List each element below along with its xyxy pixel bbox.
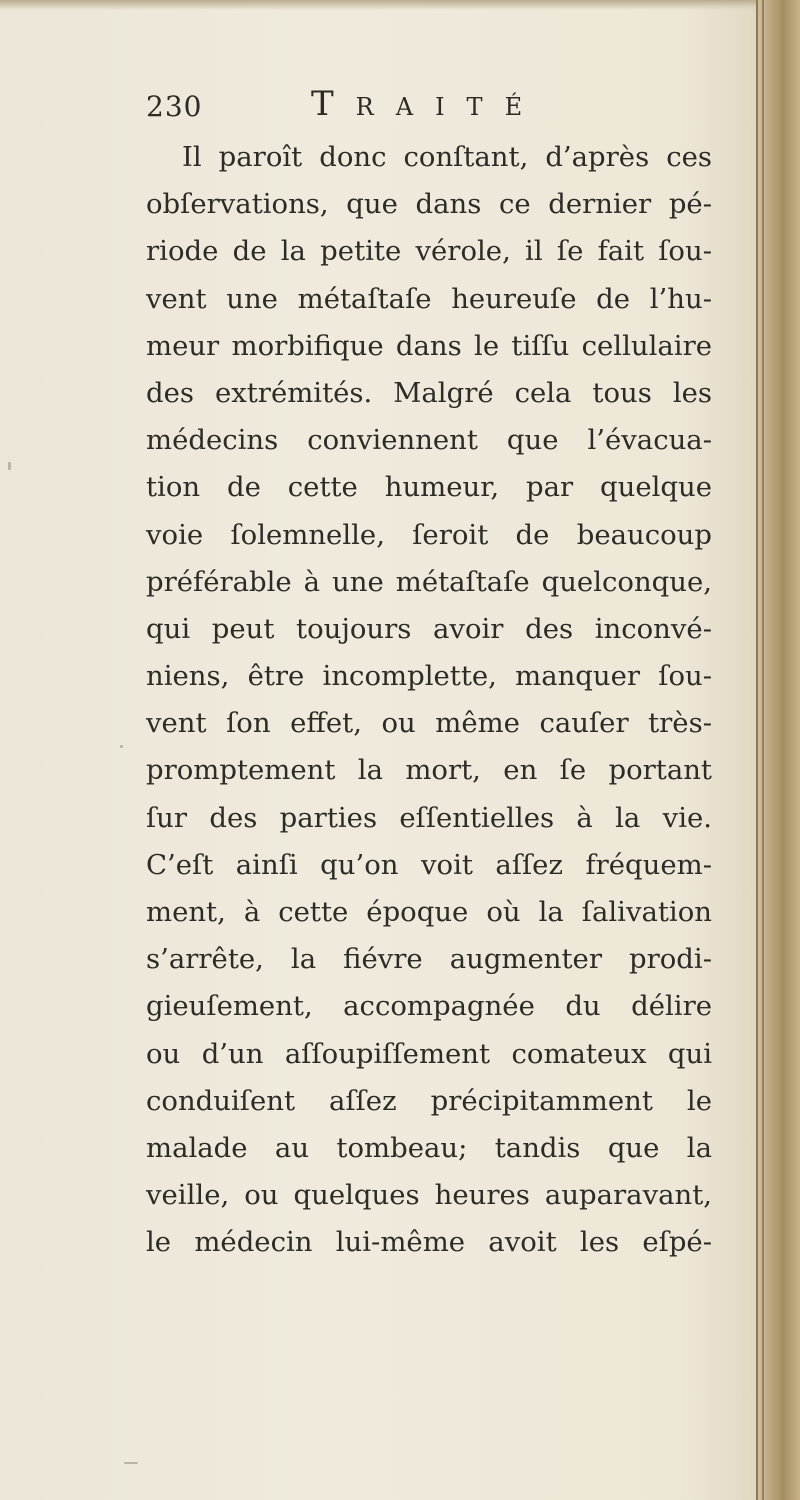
text-line: ment, à cette époque où la ſalivation	[146, 896, 712, 928]
body-text	[146, 134, 712, 1267]
paper-speck	[120, 745, 123, 748]
text-line: niens, être incomplette, manquer ſou-	[146, 660, 712, 693]
paper-speck	[8, 462, 11, 470]
text-line: malade au tombeau; tandis que la	[146, 1131, 712, 1164]
text-line: C’eſt ainſi qu’on voit aſſez fréquem-	[146, 848, 712, 881]
text-line: conduiſent aſſez précipitamment le	[146, 1084, 712, 1117]
text-line: tion de cette humeur, par quelque	[146, 471, 712, 504]
text-line: voie ſolemnelle, ſeroit de beaucoup	[146, 518, 712, 551]
text-line: gieuſement, accompagnée du délire	[146, 990, 712, 1023]
text-line: riode de la petite vérole, il ſe fait ſou-	[146, 235, 712, 268]
page-top-edge	[0, 0, 760, 10]
page-number: 230	[146, 90, 203, 123]
text-line: vent ſon effet, ou même cauſer très-	[146, 707, 712, 740]
page-header	[146, 84, 566, 128]
text-line: promptement la mort, en ſe portant	[146, 754, 712, 787]
text-line: le médecin lui-même avoit les eſpé-	[146, 1226, 712, 1259]
text-line: qui peut toujours avoir des inconvé-	[146, 612, 712, 645]
text-line: meur morbifique dans le tiſſu cellulaire	[146, 329, 712, 362]
text-line: veille, ou quelques heures auparavant,	[146, 1179, 712, 1212]
text-line: Il paroît donc conſtant, d’après ces	[182, 141, 712, 173]
text-line: ſur des parties eſſentielles à la vie.	[146, 801, 712, 834]
paper-speck	[124, 1462, 138, 1464]
running-title: Traité	[311, 84, 545, 124]
text-line: s’arrête, la fiévre augmenter prodi-	[146, 943, 712, 976]
text-line: des extrémités. Malgré cela tous les	[146, 376, 712, 409]
text-line: ou d’un aſſoupiſſement comateux qui	[146, 1037, 712, 1070]
spine-shadow-line	[762, 0, 764, 1500]
text-line: obſervations, que dans ce dernier pé-	[146, 188, 712, 221]
text-line: vent une métaſtaſe heureuſe de l’hu-	[146, 282, 712, 315]
text-line: médecins conviennent que l’évacua-	[146, 424, 712, 457]
text-line: préférable à une métaſtaſe quelconque,	[146, 565, 712, 598]
